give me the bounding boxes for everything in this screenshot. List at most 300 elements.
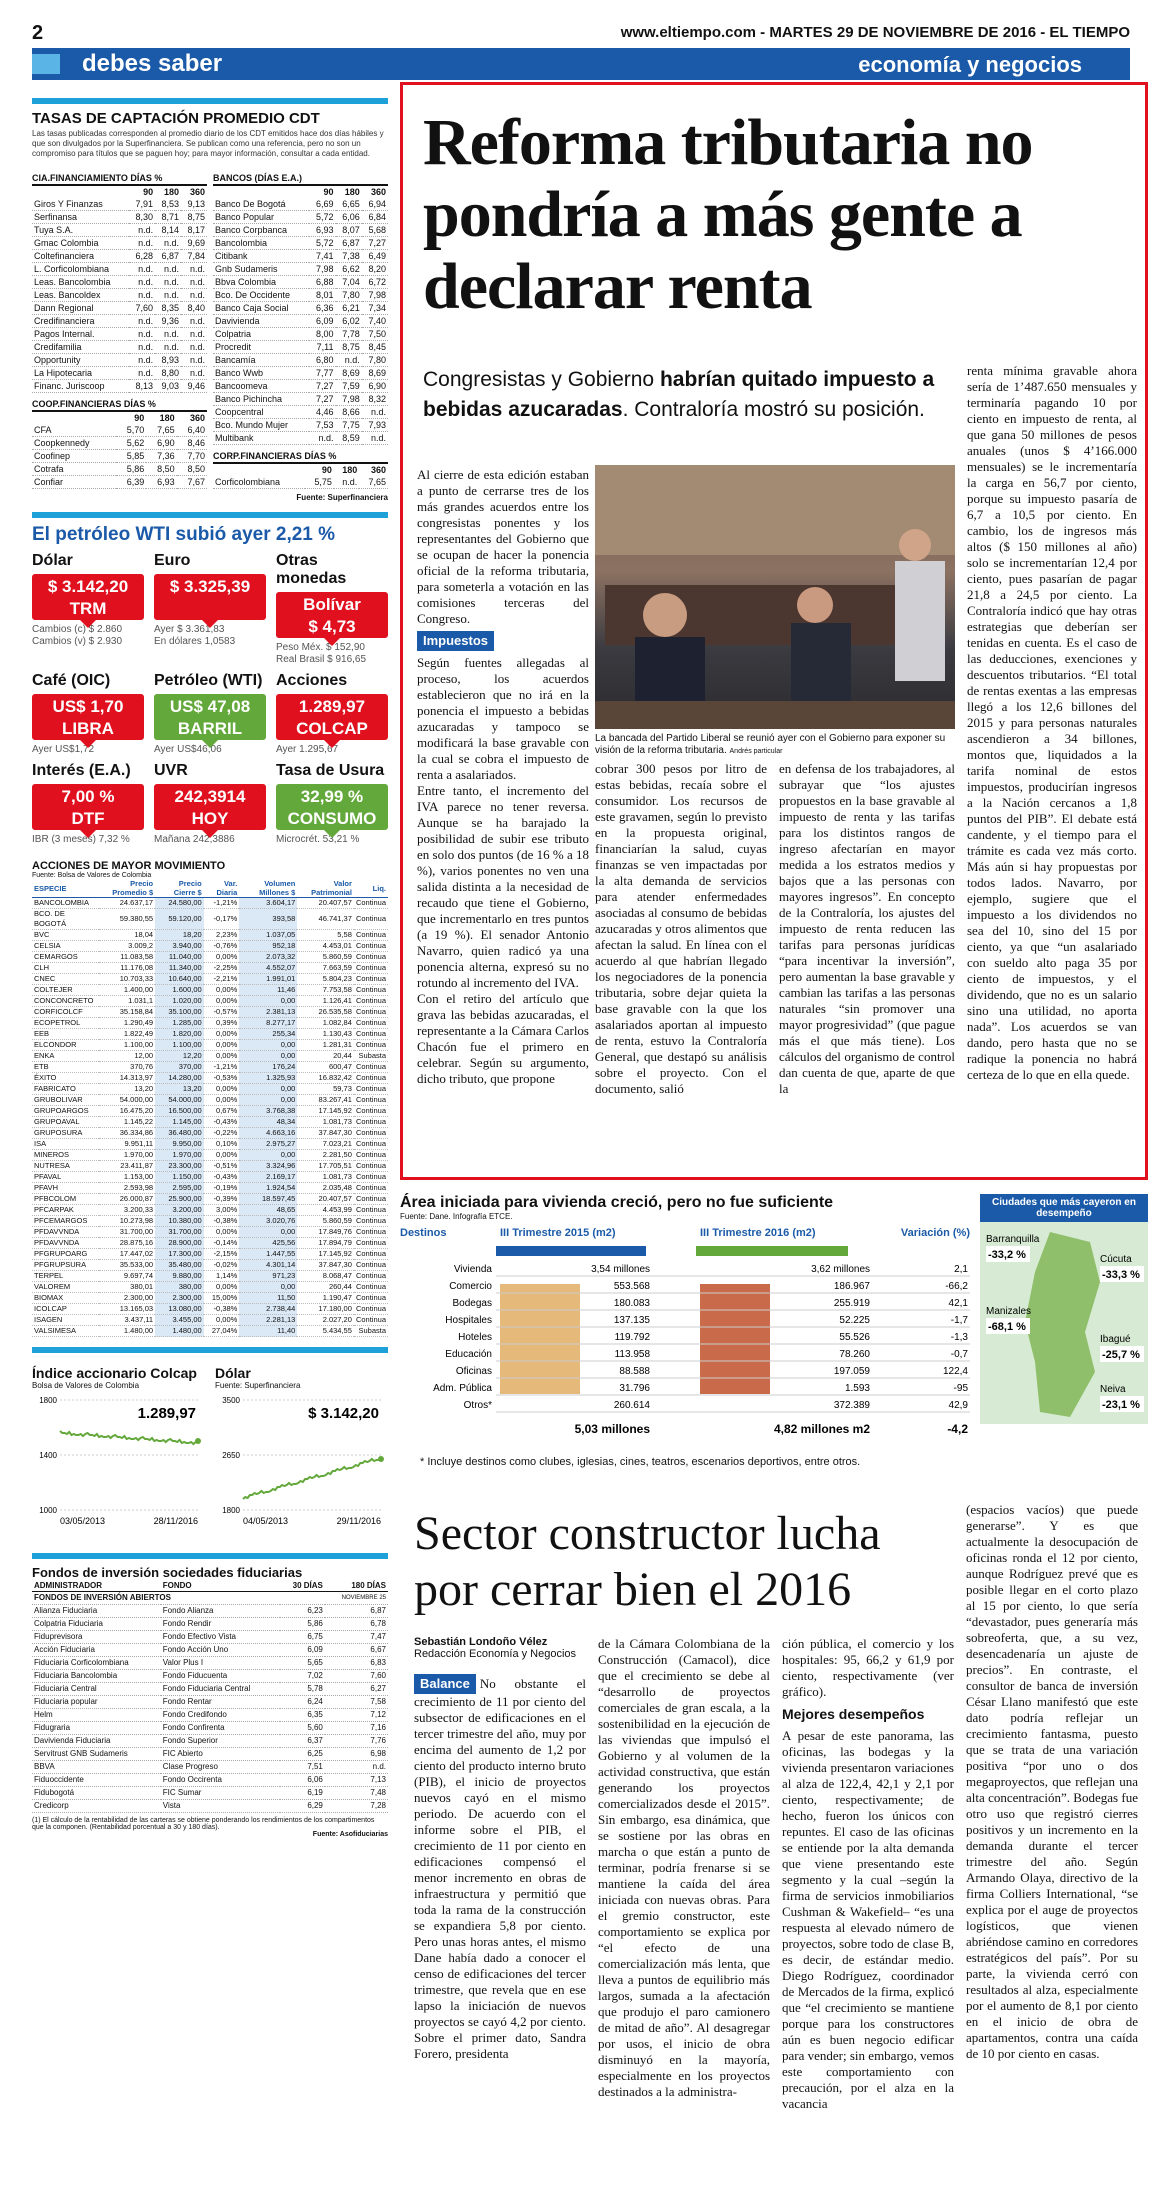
table-cell: Fidugraria (32, 1722, 161, 1735)
table-row (213, 419, 388, 432)
city-name: Barranquilla (986, 1234, 1040, 1245)
table-row (32, 328, 207, 341)
table-cell: Continua (354, 974, 388, 985)
byline (414, 1636, 594, 1660)
table-cell: 8,69 (336, 367, 362, 380)
table-cell: 3.200,33 (99, 1205, 155, 1216)
table-cell: 20,44 (297, 1051, 354, 1062)
markets-row (32, 672, 388, 756)
table-row (32, 974, 388, 985)
article-photo (595, 465, 955, 729)
table-cell: Fondo Acción Uno (161, 1644, 280, 1657)
market-usura (276, 762, 388, 846)
table-cell: 37.847,30 (297, 1128, 354, 1139)
table-cell: 7,98 (336, 393, 362, 406)
table-row (213, 380, 388, 393)
table-cell: 2.169,17 (239, 1172, 297, 1183)
market-sub-line: Ayer US$1,72 (32, 744, 95, 755)
table-row (32, 1644, 388, 1657)
table-row (32, 1249, 388, 1260)
market-value: 242,3914 (174, 787, 246, 806)
table-cell: 2.027,20 (297, 1315, 354, 1326)
table-cell: Subasta (354, 1051, 388, 1062)
table-cell: Banco Wwb (213, 367, 309, 380)
table-cell: -0,43% (204, 1172, 240, 1183)
table-cell: 54.000,00 (155, 1095, 204, 1106)
table-cell: Banco Popular (213, 211, 309, 224)
table-cell: 3,00% (204, 1205, 240, 1216)
market-value: $ 3.325,39 (169, 577, 251, 596)
table-row (32, 952, 388, 963)
photo-desk (595, 701, 955, 729)
table-cell: Opportunity (32, 354, 129, 367)
table-cell: Fiduoccidente (32, 1774, 161, 1787)
value-2015: 553.568 (613, 1281, 650, 1292)
housing-infographic (400, 1194, 1148, 1474)
market-unit: LIBRA (62, 719, 114, 738)
table-cell: 35.480,00 (155, 1260, 204, 1271)
table-cell: 1.970,00 (155, 1150, 204, 1161)
table-cell: 7,98 (309, 263, 335, 276)
city-name: Ibagué (1100, 1334, 1131, 1345)
table-row (32, 1205, 388, 1216)
table-row (32, 985, 388, 996)
table-cell: FIC Abierto (161, 1748, 280, 1761)
table-cell: 16.500,00 (155, 1106, 204, 1117)
table-cell: Valor Plus I (161, 1657, 280, 1670)
table-cell: 5,60 (280, 1722, 325, 1735)
market-unit: HOY (191, 809, 229, 828)
table-cell: 6,09 (280, 1644, 325, 1657)
market-unit: DTF (71, 809, 105, 828)
market-unit: $ 4,73 (308, 617, 356, 636)
table-cell: 24.580,00 (155, 898, 204, 909)
table-row (32, 1787, 388, 1800)
table-cell: n.d. (362, 432, 388, 445)
table-cell: CELSIA (32, 941, 99, 952)
market-label: Petróleo (WTI) (154, 672, 263, 689)
table-row (32, 315, 207, 328)
table-cell: 6,25 (280, 1748, 325, 1761)
table-cell: 1.447,55 (239, 1249, 297, 1260)
table-cell: Fiduciaria Bancolombia (32, 1670, 161, 1683)
market-label: Euro (154, 552, 191, 569)
header-cell: 90 (143, 187, 154, 197)
table-cell: 1.190,47 (297, 1293, 354, 1304)
table-cell: VALOREM (32, 1282, 99, 1293)
table-cell: 1.325,93 (239, 1073, 297, 1084)
table-cell: 5,86 (116, 463, 146, 476)
table-row (213, 393, 388, 406)
table-cell: 6,93 (146, 476, 176, 489)
table-cell: PFDAVVNDA (32, 1238, 99, 1249)
table-cell: 6,62 (336, 263, 362, 276)
table-cell: Cotrafa (32, 463, 116, 476)
table-cell: 370,76 (99, 1062, 155, 1073)
table-cell: 4.453,01 (297, 941, 354, 952)
table-cell: 7,76 (325, 1735, 388, 1748)
table-cell: 7,34 (362, 302, 388, 315)
table-cell: 59.120,00 (155, 909, 204, 930)
table-cell: Continua (354, 1040, 388, 1051)
variation: 122,4 (942, 1366, 968, 1377)
cdt-tables (32, 167, 388, 502)
table-cell: 7,50 (362, 328, 388, 341)
table-cell: 6,90 (146, 437, 176, 450)
table-cell: Continua (354, 1238, 388, 1249)
variation: -0,7 (950, 1349, 968, 1360)
table-cell: Procredit (213, 341, 309, 354)
table-cell: 6,65 (336, 198, 362, 211)
table-cell: 5.860,59 (297, 1216, 354, 1227)
table-cell: 8.277,17 (239, 1018, 297, 1029)
markets-grid (32, 552, 388, 846)
caption-text: La bancada del Partido Liberal se reunió ayer con el Gobierno para exponer su visión de la reforma tributaria. (595, 733, 946, 756)
header-cell: 180 (159, 413, 175, 423)
table-cell: 83.267,41 (297, 1095, 354, 1106)
table-cell: Continua (354, 1062, 388, 1073)
table-cell: 6,69 (309, 198, 335, 211)
table-row (32, 1216, 388, 1227)
table-cell: 16.475,20 (99, 1106, 155, 1117)
table-header-row (213, 464, 388, 476)
table-row (32, 302, 207, 315)
table-cell: 1.820,00 (155, 1029, 204, 1040)
table-cell: 2.300,00 (99, 1293, 155, 1304)
table-cell: ÉXITO (32, 1073, 99, 1084)
table-row (32, 1683, 388, 1696)
arrow-icon (324, 740, 340, 748)
table-cell: 5,75 (305, 476, 334, 489)
value-2016: 1.593 (844, 1383, 870, 1394)
photo-person (791, 623, 851, 703)
table-cell: Continua (354, 1095, 388, 1106)
table-cell: Continua (354, 1128, 388, 1139)
table-cell: 28.875,16 (99, 1238, 155, 1249)
table-row (32, 1073, 388, 1084)
table-cell: 18,20 (155, 930, 204, 941)
table-cell: 13.165,03 (99, 1304, 155, 1315)
market-sub-line: Real Brasil $ 916,65 (276, 654, 367, 665)
table-row (213, 276, 388, 289)
table-cell: 17.145,92 (297, 1249, 354, 1260)
table-row (32, 1128, 388, 1139)
table-cell: Confiar (32, 476, 116, 489)
table-cell: 4.552,07 (239, 963, 297, 974)
table-row (32, 1748, 388, 1761)
table-cell: Davivienda Fiduciaria (32, 1735, 161, 1748)
housing-header: Destinos (400, 1227, 447, 1239)
masthead (32, 22, 1130, 44)
header-cell: 180 (164, 187, 180, 197)
funds-note: (1) El cálculo de la rentabilidad de las carteras se obtiene ponderando los rendimientos de los compartimentos que la componen. (Rentabilidad porcentual a 30 y 180 días). (32, 1817, 375, 1831)
sector-col-3 (782, 1636, 954, 2112)
housing-header: III Trimestre 2015 (m2) (500, 1227, 616, 1239)
table-cell: Corficolombiana (213, 476, 305, 489)
table-row (32, 1194, 388, 1205)
table-cell: n.d. (155, 237, 181, 250)
table-row (32, 1095, 388, 1106)
table-cell: 7,59 (336, 380, 362, 393)
table-row (213, 367, 388, 380)
table-cell: Alianza Fiduciaria (32, 1605, 161, 1618)
table-cell: 1.082,84 (297, 1018, 354, 1029)
table-cell: -2,21% (204, 974, 240, 985)
table-cell: 35.158,84 (99, 1007, 155, 1018)
table-cell: Colpatria (213, 328, 309, 341)
section-chevron (32, 54, 60, 74)
table-cell: 7,60 (325, 1670, 388, 1683)
table-cell: 9,46 (181, 380, 207, 393)
table-row (32, 276, 207, 289)
table-cell: Fondo Rendir (161, 1618, 280, 1631)
destino-label: Oficinas (455, 1366, 492, 1377)
table-cell: 31.700,00 (99, 1227, 155, 1238)
stocks-title: ACCIONES DE MAYOR MOVIMIENTO (32, 860, 226, 872)
table-cell: n.d. (181, 315, 207, 328)
table-cell: 3.604,17 (239, 898, 297, 909)
table-cell: Banco Pichincha (213, 393, 309, 406)
table-cell: 59.380,55 (99, 909, 155, 930)
photo-person (797, 587, 833, 623)
subhead: Mejores desempeños (782, 1706, 925, 1722)
y-tick-label: 2650 (222, 1451, 240, 1460)
table-cell: 3.768,38 (239, 1106, 297, 1117)
total-variation: -4,2 (947, 1422, 968, 1436)
table-cell: 5,68 (362, 224, 388, 237)
table-cell: 600,47 (297, 1062, 354, 1073)
table-cell: 7,67 (177, 476, 207, 489)
table-cell: PFCARPAK (32, 1205, 99, 1216)
housing-note: * Incluye destinos como clubes, iglesias, cines, teatros, escenarios deportivos, entre otros. (420, 1456, 861, 1468)
table-cell: 59,73 (297, 1084, 354, 1095)
colcap-chart (32, 1365, 205, 1543)
table-header-row (32, 879, 388, 898)
article-col-2: cobrar 300 pesos por litro de estas bebidas, recaía sobre el consumidor. Los recursos de este gravamen, según lo previsto en la propuesta original, financiarían la salud, cuyas finanzas se ven impactadas por la alta demanda de servicios para atender enfermedades asociadas al consumo de bebidas azucaradas y otros alimentos que afectan la salud. En línea con el acuerdo al que habrían llegado los negociadores de la ponencia tributaria, sobre dejar quieta la base gravable con la que los asalariados aportan al impuesto de renta, estuvo la Contraloría General, que destapó su análisis sobre el proyecto. Con el documento, salió (595, 761, 767, 1096)
table-cell: PFAVAL (32, 1172, 99, 1183)
table-cell: 8,71 (155, 211, 181, 224)
table-cell: 1.285,00 (155, 1018, 204, 1029)
table-cell: 0,00 (239, 1282, 297, 1293)
market-value-box (32, 574, 144, 620)
table-cell: CNEC (32, 974, 99, 985)
table-cell: 6,93 (309, 224, 335, 237)
table-cell: 24.637,17 (99, 898, 155, 909)
arrow-icon (80, 830, 96, 838)
paragraph: Al cierre de esta edición estaban a punto de cerrarse tres de los más grandes acuerdos entre los congresistas ponentes y los representantes del Gobierno que se ocupan de hacer la ponencia oficial de la reforma tributaria, para someterla a votación en las comisiones terceras del Congreso. (417, 467, 589, 626)
table-cell: 9.880,00 (155, 1271, 204, 1282)
table-cell: 0,00% (204, 1150, 240, 1161)
table-cell: 6,28 (129, 250, 155, 263)
table-cell: 8,32 (362, 393, 388, 406)
table-cell: n.d. (181, 367, 207, 380)
table-cell: 393,58 (239, 909, 297, 930)
table-row (32, 1282, 388, 1293)
variation: 42,1 (948, 1298, 968, 1309)
header-cell (213, 464, 305, 476)
table-row (32, 1326, 388, 1337)
table-cell: 13,20 (155, 1084, 204, 1095)
table-cell: 3.437,11 (99, 1315, 155, 1326)
table-cell: PFCEMARGOS (32, 1216, 99, 1227)
table-cell: BBVA (32, 1761, 161, 1774)
table-cell: 7,27 (309, 380, 335, 393)
market-petroleo (154, 672, 266, 756)
stocks-table (32, 879, 388, 1337)
table-cell: n.d. (155, 328, 181, 341)
table-cell: -0,43% (204, 1117, 240, 1128)
table-row (32, 1315, 388, 1326)
total-2015: 5,03 millones (574, 1422, 650, 1436)
market-value: 7,00 % (61, 787, 115, 806)
table-cell: 2.738,44 (239, 1304, 297, 1315)
table-cell: 4.453,99 (297, 1205, 354, 1216)
table-cell: n.d. (129, 276, 155, 289)
table-cell: n.d. (181, 289, 207, 302)
table-cell: -0,22% (204, 1128, 240, 1139)
table-cell: Giros Y Finanzas (32, 198, 129, 211)
table-row (32, 1062, 388, 1073)
table-cell: Coltefinanciera (32, 250, 129, 263)
series-line (60, 1431, 198, 1444)
table-cell: n.d. (129, 237, 155, 250)
table-row (32, 909, 388, 930)
arrow-icon (202, 830, 218, 838)
table-cell: CORFICOLCF (32, 1007, 99, 1018)
table-cell: 8,45 (362, 341, 388, 354)
table-row (213, 198, 388, 211)
table-row (32, 1051, 388, 1062)
table-row (32, 996, 388, 1007)
section-tag: Impuestos (417, 631, 494, 651)
table-row (32, 476, 207, 489)
table-cell: Coopcentral (213, 406, 309, 419)
table-cell: n.d. (362, 406, 388, 419)
table-cell: Continua (354, 1227, 388, 1238)
market-sub-line: Microcrét. 53,21 % (276, 834, 360, 845)
table-cell: 7,38 (336, 250, 362, 263)
table-cell: 7.753,58 (297, 985, 354, 996)
table-cell: CEMARGOS (32, 952, 99, 963)
variation: -1,7 (950, 1315, 968, 1326)
table-cell: 35.533,00 (99, 1260, 155, 1271)
table-cell: 36.334,86 (99, 1128, 155, 1139)
arrow-icon (324, 638, 340, 646)
table-cell: 6,37 (280, 1735, 325, 1748)
table-cell: Subasta (354, 1326, 388, 1337)
table-row (32, 250, 207, 263)
sector-col-4: (espacios vacíos) que puede generarse”. Y es que actualmente la desocupación de oficinas ronda el 12 por ciento, aunque Rodríguez prevé que es posible llegar en el corto plazo al 15 por ciento, lo que sería “devastador, pues generaría más sobreoferta, que, a su vez, desencadenaría un ajuste de precios”. En contraste, el consultor de banca de inversión César Llano manifestó que este dato podría reflejar un crecimiento fantasma, puesto que se trata de una variación positiva “por uno o dos megaproyectos, que reflejan una alta concentración”. Bodegas fue otro uso que registró cierres positivos y un incremento en la demanda durante el tercer trimestre del año. Según Armando Olaya, directivo de la firma Colliers International, “se explica por el auge de proyectos logísticos, que vienen abriéndose camino en corredores estratégicos del país”. Por su parte, la vivienda cerró con resultados al alza, especialmente por el aumento de 8,1 por ciento en el inicio de obra de apartamentos, contra una caída de 10 por ciento en casas. (966, 1502, 1138, 2061)
value-2016: 186.967 (833, 1281, 870, 1292)
table-cell: CONCONCRETO (32, 996, 99, 1007)
table-cell: NUTRESA (32, 1161, 99, 1172)
table-cell: 27,04% (204, 1326, 240, 1337)
table-cell: Fondo Occirenta (161, 1774, 280, 1787)
table-cell: 5,58 (297, 930, 354, 941)
table-cell: Fiduciaria Corficolombiana (32, 1657, 161, 1670)
table-cell: Continua (354, 898, 388, 909)
table-cell: 8,35 (155, 302, 181, 315)
table-cell: 1.020,00 (155, 996, 204, 1007)
table-row (32, 1696, 388, 1709)
table-cell: Fondo Rentar (161, 1696, 280, 1709)
table-cell: 6,94 (362, 198, 388, 211)
table-cell: Continua (354, 996, 388, 1007)
table-cell: 11,40 (239, 1326, 297, 1337)
colcap-plot (32, 1390, 202, 1540)
table-cell: 3.455,00 (155, 1315, 204, 1326)
table-cell: 7,28 (325, 1800, 388, 1813)
table-cell: Continua (354, 985, 388, 996)
market-value-box (276, 784, 388, 830)
paragraph: A pesar de este panorama, las oficinas, las bodegas y la vivienda presentaron variaciones al alza de 122,4, 42,1 y 2,1 por ciento, respectivamente; de hecho, fueron los únicos con repuntes. El caso de las oficinas se entiende por la alta demanda que viene presentando este segmento y la cual –según la firma de servicios inmobiliarios Cushman & Wakefield– “es una respuesta al elevado número de proyectos, sobre todo de clase B, es decir, de estándar medio. Diego Rodríguez, coordinador de Mercados de la firma, explicó que “el crecimiento se mantiene porque para los constructores aún es buen negocio edificar para vender; sin embargo, vemos este comportamiento con precaución, por el alza en la vacancia (782, 1728, 954, 2111)
table-cell: 0,00 (239, 1227, 297, 1238)
table-cell: 6,09 (309, 315, 335, 328)
value-2016: 55.526 (839, 1332, 870, 1343)
table-cell: Continua (354, 1205, 388, 1216)
table-row (213, 432, 388, 445)
coop-table (32, 412, 207, 489)
city-name: Manizales (986, 1306, 1032, 1317)
table-cell: Leas. Bancolombia (32, 276, 129, 289)
paragraph: Con el retiro del artículo que grava las bebidas azucaradas, el representante a la Cámara Carlos Chacón fue el primero en celebrar. Según su argumento, dicho tributo, que propone (417, 991, 589, 1086)
city-value: -23,1 % (1102, 1399, 1140, 1411)
table-cell: ICOLCAP (32, 1304, 99, 1315)
table-cell: 2.281,50 (297, 1150, 354, 1161)
table-cell: 28.900,00 (155, 1238, 204, 1249)
table-cell: Continua (354, 1249, 388, 1260)
variation: -1,3 (950, 1332, 968, 1343)
paragraph: Entre tanto, el incremento del IVA parece no tener reversa. Aunque se ha barajado la posibilidad de subir ese tributo en solo dos puntos (de 16 % a 18 %), varios ponentes no ven una salida distinta a la necesidad de recaudo que tiene el Gobierno, que incrementarlo en tres puntos (a 19 %). El senador Antonio Navarro, quien radicó ya una ponencia alterna, expresó su no rotundo al incremento del IVA. (417, 783, 589, 990)
table-cell: 370,00 (155, 1062, 204, 1073)
table-cell: -1,21% (204, 898, 240, 909)
table-row (32, 1735, 388, 1748)
table-header-row (213, 186, 388, 198)
table-cell: Banco De Bogotá (213, 198, 309, 211)
table-row (213, 237, 388, 250)
table-cell: 8,20 (362, 263, 388, 276)
table-cell: 1,14% (204, 1271, 240, 1282)
y-tick-label: 1000 (39, 1506, 57, 1515)
header-cell (213, 186, 309, 198)
photo-credit: Andrés particular (729, 748, 783, 755)
index-charts (32, 1365, 388, 1543)
x-tick-label: 29/11/2016 (336, 1516, 381, 1526)
table-cell: 6,06 (280, 1774, 325, 1787)
table-cell: n.d. (309, 432, 335, 445)
table-row (213, 328, 388, 341)
table-cell: 11.340,00 (155, 963, 204, 974)
table-header-row (32, 412, 207, 424)
table-cell: 1.031,1 (99, 996, 155, 1007)
table-cell: -0,19% (204, 1183, 240, 1194)
table-row (32, 1106, 388, 1117)
table-cell: Continua (354, 1282, 388, 1293)
header-cell: 360 (189, 187, 205, 197)
table-cell: La Hipotecaria (32, 367, 129, 380)
table-cell: 5,78 (280, 1683, 325, 1696)
table-row (32, 341, 207, 354)
table-cell: Continua (354, 1194, 388, 1205)
table-cell: 11.040,00 (155, 952, 204, 963)
table-cell: 12,20 (155, 1051, 204, 1062)
table-cell: 971,23 (239, 1271, 297, 1282)
table-cell: 7,13 (325, 1774, 388, 1787)
table-row (32, 1271, 388, 1282)
table-cell: 36.480,00 (155, 1128, 204, 1139)
table-cell: Continua (354, 1029, 388, 1040)
destino-label: Hospitales (445, 1315, 492, 1326)
